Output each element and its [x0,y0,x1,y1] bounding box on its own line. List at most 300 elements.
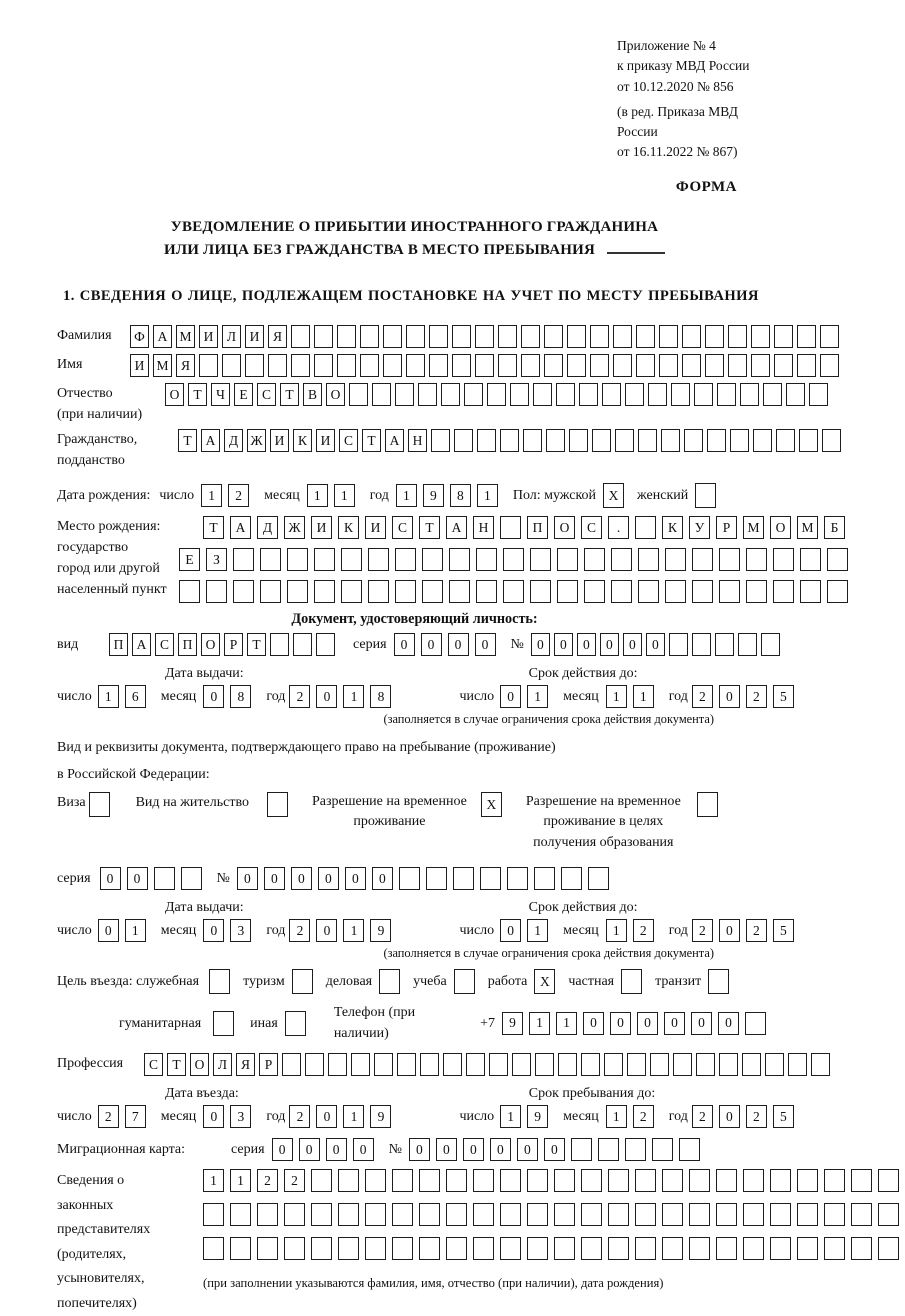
form-cell[interactable] [635,1237,656,1260]
form-cell[interactable]: Я [236,1053,255,1076]
form-cell[interactable] [824,1237,845,1260]
form-cell[interactable]: 0 [646,633,665,656]
form-cell[interactable]: И [316,429,335,452]
form-cell[interactable] [546,429,565,452]
form-cell[interactable]: 0 [448,633,469,656]
form-cell[interactable]: 0 [691,1012,712,1035]
form-cell[interactable] [383,325,402,348]
form-cell[interactable] [452,325,471,348]
form-cell[interactable] [284,1203,305,1226]
form-cell[interactable] [738,633,757,656]
form-cell[interactable] [418,383,437,406]
form-cell[interactable] [638,429,657,452]
form-cell[interactable]: 0 [100,867,121,890]
form-cell[interactable] [523,429,542,452]
form-cell[interactable] [422,548,443,571]
form-cell[interactable] [257,1203,278,1226]
form-cell[interactable] [648,383,667,406]
form-cell[interactable] [776,429,795,452]
form-cell[interactable]: Т [419,516,440,539]
form-cell[interactable]: 1 [527,919,548,942]
form-cell[interactable] [503,548,524,571]
form-cell[interactable]: 1 [477,484,498,507]
form-cell[interactable] [489,1053,508,1076]
form-cell[interactable]: 1 [606,919,627,942]
form-cell[interactable] [422,580,443,603]
form-cell[interactable] [446,1169,467,1192]
form-cell[interactable] [449,548,470,571]
form-cell[interactable] [365,1169,386,1192]
form-cell[interactable] [316,633,335,656]
form-cell[interactable] [669,633,688,656]
form-cell[interactable]: С [155,633,174,656]
form-cell[interactable] [705,354,724,377]
form-cell[interactable]: 1 [343,1105,364,1128]
form-cell[interactable] [338,1169,359,1192]
form-cell[interactable] [770,1169,791,1192]
form-cell[interactable] [797,354,816,377]
form-cell[interactable]: 0 [544,1138,565,1161]
form-cell[interactable] [399,867,420,890]
form-cell[interactable]: Б [824,516,845,539]
form-cell[interactable]: А [230,516,251,539]
form-cell[interactable] [742,1053,761,1076]
form-cell[interactable]: Л [222,325,241,348]
form-cell[interactable] [820,325,839,348]
form-cell[interactable] [419,1237,440,1260]
form-cell[interactable] [627,1053,646,1076]
form-cell[interactable] [365,1203,386,1226]
form-cell[interactable] [257,1237,278,1260]
form-cell[interactable] [761,633,780,656]
form-cell[interactable]: И [130,354,149,377]
form-cell[interactable] [503,580,524,603]
form-cell[interactable]: С [257,383,276,406]
form-cell[interactable]: 0 [500,919,521,942]
form-cell[interactable] [708,969,729,994]
form-cell[interactable]: С [581,516,602,539]
form-cell[interactable] [230,1203,251,1226]
form-cell[interactable]: 0 [600,633,619,656]
form-cell[interactable] [695,483,716,508]
form-cell[interactable] [245,354,264,377]
form-cell[interactable]: 9 [370,919,391,942]
form-cell[interactable]: 0 [316,685,337,708]
form-cell[interactable] [395,383,414,406]
form-cell[interactable] [260,580,281,603]
form-cell[interactable]: 0 [719,1105,740,1128]
form-cell[interactable] [314,580,335,603]
form-cell[interactable]: А [446,516,467,539]
form-cell[interactable] [446,1237,467,1260]
form-cell[interactable] [473,1169,494,1192]
form-cell[interactable]: Д [257,516,278,539]
form-cell[interactable] [311,1203,332,1226]
form-cell[interactable]: 0 [463,1138,484,1161]
form-cell[interactable] [584,548,605,571]
form-cell[interactable] [598,1138,619,1161]
form-cell[interactable] [213,1011,234,1036]
form-cell[interactable]: Ж [284,516,305,539]
form-cell[interactable] [533,383,552,406]
form-cell[interactable] [743,1203,764,1226]
form-cell[interactable]: М [153,354,172,377]
form-cell[interactable] [287,548,308,571]
form-cell[interactable] [773,548,794,571]
form-cell[interactable]: 5 [773,1105,794,1128]
form-cell[interactable] [719,548,740,571]
form-cell[interactable]: 8 [230,685,251,708]
form-cell[interactable]: 0 [623,633,642,656]
form-cell[interactable] [374,1053,393,1076]
form-cell[interactable] [365,1237,386,1260]
form-cell[interactable]: 1 [343,685,364,708]
form-cell[interactable] [337,354,356,377]
form-cell[interactable] [751,325,770,348]
form-cell[interactable] [716,1169,737,1192]
form-cell[interactable] [659,325,678,348]
form-cell[interactable]: С [392,516,413,539]
form-cell[interactable] [397,1053,416,1076]
form-cell[interactable] [662,1169,683,1192]
form-cell[interactable]: 3 [230,1105,251,1128]
form-cell[interactable] [567,354,586,377]
form-cell[interactable] [592,429,611,452]
form-cell[interactable]: 1 [529,1012,550,1035]
form-cell[interactable]: 0 [719,685,740,708]
form-cell[interactable] [611,580,632,603]
form-cell[interactable]: 1 [203,1169,224,1192]
form-cell[interactable]: 1 [606,1105,627,1128]
form-cell[interactable] [500,1169,521,1192]
form-cell[interactable]: И [311,516,332,539]
form-cell[interactable] [588,867,609,890]
form-cell[interactable] [203,1203,224,1226]
form-cell[interactable]: 2 [228,484,249,507]
form-cell[interactable]: А [385,429,404,452]
form-cell[interactable]: П [109,633,128,656]
form-cell[interactable]: 0 [237,867,258,890]
form-cell[interactable]: X [481,792,502,817]
form-cell[interactable]: Н [473,516,494,539]
form-cell[interactable] [621,969,642,994]
form-cell[interactable] [689,1203,710,1226]
form-cell[interactable] [454,429,473,452]
form-cell[interactable] [581,1053,600,1076]
form-cell[interactable] [579,383,598,406]
form-cell[interactable] [179,580,200,603]
form-cell[interactable] [419,1203,440,1226]
form-cell[interactable] [650,1053,669,1076]
form-cell[interactable] [181,867,202,890]
form-cell[interactable] [773,580,794,603]
form-cell[interactable] [878,1237,899,1260]
form-cell[interactable] [635,516,656,539]
form-cell[interactable] [507,867,528,890]
form-cell[interactable] [260,548,281,571]
form-cell[interactable] [659,354,678,377]
form-cell[interactable] [473,1237,494,1260]
form-cell[interactable] [209,969,230,994]
form-cell[interactable] [341,580,362,603]
form-cell[interactable]: 6 [125,685,146,708]
form-cell[interactable] [786,383,805,406]
form-cell[interactable]: А [132,633,151,656]
form-cell[interactable] [392,1237,413,1260]
form-cell[interactable]: 2 [289,1105,310,1128]
form-cell[interactable] [820,354,839,377]
form-cell[interactable] [788,1053,807,1076]
form-cell[interactable] [368,580,389,603]
form-cell[interactable] [498,325,517,348]
form-cell[interactable] [429,354,448,377]
form-cell[interactable] [500,1203,521,1226]
form-cell[interactable] [638,548,659,571]
form-cell[interactable] [694,383,713,406]
form-cell[interactable] [431,429,450,452]
form-cell[interactable] [487,383,506,406]
form-cell[interactable] [534,867,555,890]
form-cell[interactable]: Д [224,429,243,452]
form-cell[interactable] [746,548,767,571]
form-cell[interactable] [604,1053,623,1076]
form-cell[interactable] [338,1237,359,1260]
form-cell[interactable]: М [797,516,818,539]
form-cell[interactable]: И [245,325,264,348]
form-cell[interactable]: Ф [130,325,149,348]
form-cell[interactable] [554,1203,575,1226]
form-cell[interactable] [360,354,379,377]
form-cell[interactable]: Т [167,1053,186,1076]
form-cell[interactable]: 0 [554,633,573,656]
form-cell[interactable] [203,1237,224,1260]
form-cell[interactable]: 0 [517,1138,538,1161]
form-cell[interactable]: 1 [343,919,364,942]
form-cell[interactable] [638,580,659,603]
form-cell[interactable]: 0 [316,1105,337,1128]
form-cell[interactable] [500,429,519,452]
form-cell[interactable] [878,1169,899,1192]
form-cell[interactable] [476,548,497,571]
form-cell[interactable]: 2 [289,919,310,942]
form-cell[interactable] [426,867,447,890]
form-cell[interactable] [379,969,400,994]
form-cell[interactable]: У [689,516,710,539]
form-cell[interactable]: К [662,516,683,539]
form-cell[interactable] [392,1169,413,1192]
form-cell[interactable]: 0 [610,1012,631,1035]
form-cell[interactable]: 1 [98,685,119,708]
form-cell[interactable]: 2 [692,919,713,942]
form-cell[interactable] [851,1237,872,1260]
form-cell[interactable]: О [326,383,345,406]
form-cell[interactable] [443,1053,462,1076]
form-cell[interactable]: X [603,483,624,508]
form-cell[interactable]: И [365,516,386,539]
form-cell[interactable]: 8 [450,484,471,507]
form-cell[interactable] [521,354,540,377]
form-cell[interactable] [341,548,362,571]
form-cell[interactable] [473,1203,494,1226]
form-cell[interactable] [569,429,588,452]
form-cell[interactable] [625,383,644,406]
form-cell[interactable] [477,429,496,452]
form-cell[interactable] [383,354,402,377]
form-cell[interactable] [719,580,740,603]
form-cell[interactable] [284,1237,305,1260]
form-cell[interactable] [372,383,391,406]
form-cell[interactable] [692,633,711,656]
form-cell[interactable]: 2 [633,919,654,942]
form-cell[interactable]: К [338,516,359,539]
form-cell[interactable] [679,1138,700,1161]
form-cell[interactable] [671,383,690,406]
form-cell[interactable] [770,1237,791,1260]
form-cell[interactable] [753,429,772,452]
form-cell[interactable]: 0 [326,1138,347,1161]
form-cell[interactable]: 0 [264,867,285,890]
form-cell[interactable] [581,1203,602,1226]
form-cell[interactable] [763,383,782,406]
form-cell[interactable] [728,354,747,377]
form-cell[interactable] [797,1203,818,1226]
form-cell[interactable]: 2 [284,1169,305,1192]
form-cell[interactable] [554,1237,575,1260]
form-cell[interactable]: В [303,383,322,406]
form-cell[interactable] [717,383,736,406]
form-cell[interactable] [521,325,540,348]
form-cell[interactable] [682,325,701,348]
form-cell[interactable] [689,1169,710,1192]
form-cell[interactable] [328,1053,347,1076]
form-cell[interactable]: 2 [746,919,767,942]
form-cell[interactable] [719,1053,738,1076]
form-cell[interactable] [406,325,425,348]
form-cell[interactable] [774,325,793,348]
form-cell[interactable] [311,1237,332,1260]
form-cell[interactable] [743,1237,764,1260]
form-cell[interactable] [774,354,793,377]
form-cell[interactable]: 5 [773,919,794,942]
form-cell[interactable]: Р [259,1053,278,1076]
form-cell[interactable]: 9 [502,1012,523,1035]
form-cell[interactable] [293,633,312,656]
form-cell[interactable] [527,1203,548,1226]
form-cell[interactable] [682,354,701,377]
form-cell[interactable] [696,1053,715,1076]
form-cell[interactable] [452,354,471,377]
form-cell[interactable] [652,1138,673,1161]
form-cell[interactable] [89,792,110,817]
form-cell[interactable] [527,1169,548,1192]
form-cell[interactable] [662,1237,683,1260]
form-cell[interactable]: 2 [633,1105,654,1128]
form-cell[interactable] [282,1053,301,1076]
form-cell[interactable]: 0 [583,1012,604,1035]
form-cell[interactable] [636,325,655,348]
form-cell[interactable]: 3 [230,919,251,942]
form-cell[interactable] [498,354,517,377]
form-cell[interactable] [475,354,494,377]
form-cell[interactable] [429,325,448,348]
form-cell[interactable]: 1 [606,685,627,708]
form-cell[interactable] [765,1053,784,1076]
form-cell[interactable]: 2 [289,685,310,708]
form-cell[interactable] [420,1053,439,1076]
form-cell[interactable]: 1 [633,685,654,708]
form-cell[interactable]: Т [362,429,381,452]
form-cell[interactable] [338,1203,359,1226]
form-cell[interactable] [636,354,655,377]
form-cell[interactable]: М [176,325,195,348]
form-cell[interactable]: 1 [556,1012,577,1035]
form-cell[interactable] [799,429,818,452]
form-cell[interactable]: И [270,429,289,452]
form-cell[interactable]: 0 [203,1105,224,1128]
form-cell[interactable] [730,429,749,452]
form-cell[interactable]: С [144,1053,163,1076]
form-cell[interactable] [287,580,308,603]
form-cell[interactable]: Л [213,1053,232,1076]
form-cell[interactable] [199,354,218,377]
form-cell[interactable] [684,429,703,452]
form-cell[interactable]: 0 [475,633,496,656]
form-cell[interactable] [466,1053,485,1076]
form-cell[interactable] [368,548,389,571]
form-cell[interactable]: 0 [203,685,224,708]
form-cell[interactable] [500,1237,521,1260]
form-cell[interactable] [697,792,718,817]
form-cell[interactable]: 0 [500,685,521,708]
form-cell[interactable] [797,1169,818,1192]
form-cell[interactable]: 2 [746,685,767,708]
form-cell[interactable] [314,548,335,571]
form-cell[interactable] [878,1203,899,1226]
form-cell[interactable]: 0 [272,1138,293,1161]
form-cell[interactable]: П [178,633,197,656]
form-cell[interactable] [716,1203,737,1226]
form-cell[interactable] [665,580,686,603]
form-cell[interactable] [608,1237,629,1260]
form-cell[interactable] [824,1169,845,1192]
form-cell[interactable]: . [608,516,629,539]
form-cell[interactable]: 2 [746,1105,767,1128]
form-cell[interactable]: 0 [577,633,596,656]
form-cell[interactable]: К [293,429,312,452]
form-cell[interactable] [267,792,288,817]
form-cell[interactable] [662,1203,683,1226]
form-cell[interactable] [510,383,529,406]
form-cell[interactable]: 0 [531,633,550,656]
form-cell[interactable] [557,580,578,603]
form-cell[interactable]: 1 [334,484,355,507]
form-cell[interactable]: А [153,325,172,348]
form-cell[interactable]: X [534,969,555,994]
form-cell[interactable]: 1 [230,1169,251,1192]
form-cell[interactable]: 2 [257,1169,278,1192]
form-cell[interactable] [395,580,416,603]
form-cell[interactable]: З [206,548,227,571]
form-cell[interactable] [349,383,368,406]
form-cell[interactable] [395,548,416,571]
form-cell[interactable]: 0 [664,1012,685,1035]
form-cell[interactable] [743,1169,764,1192]
form-cell[interactable]: 0 [719,919,740,942]
form-cell[interactable]: 1 [125,919,146,942]
form-cell[interactable] [625,1138,646,1161]
form-cell[interactable] [797,325,816,348]
form-cell[interactable]: 0 [718,1012,739,1035]
